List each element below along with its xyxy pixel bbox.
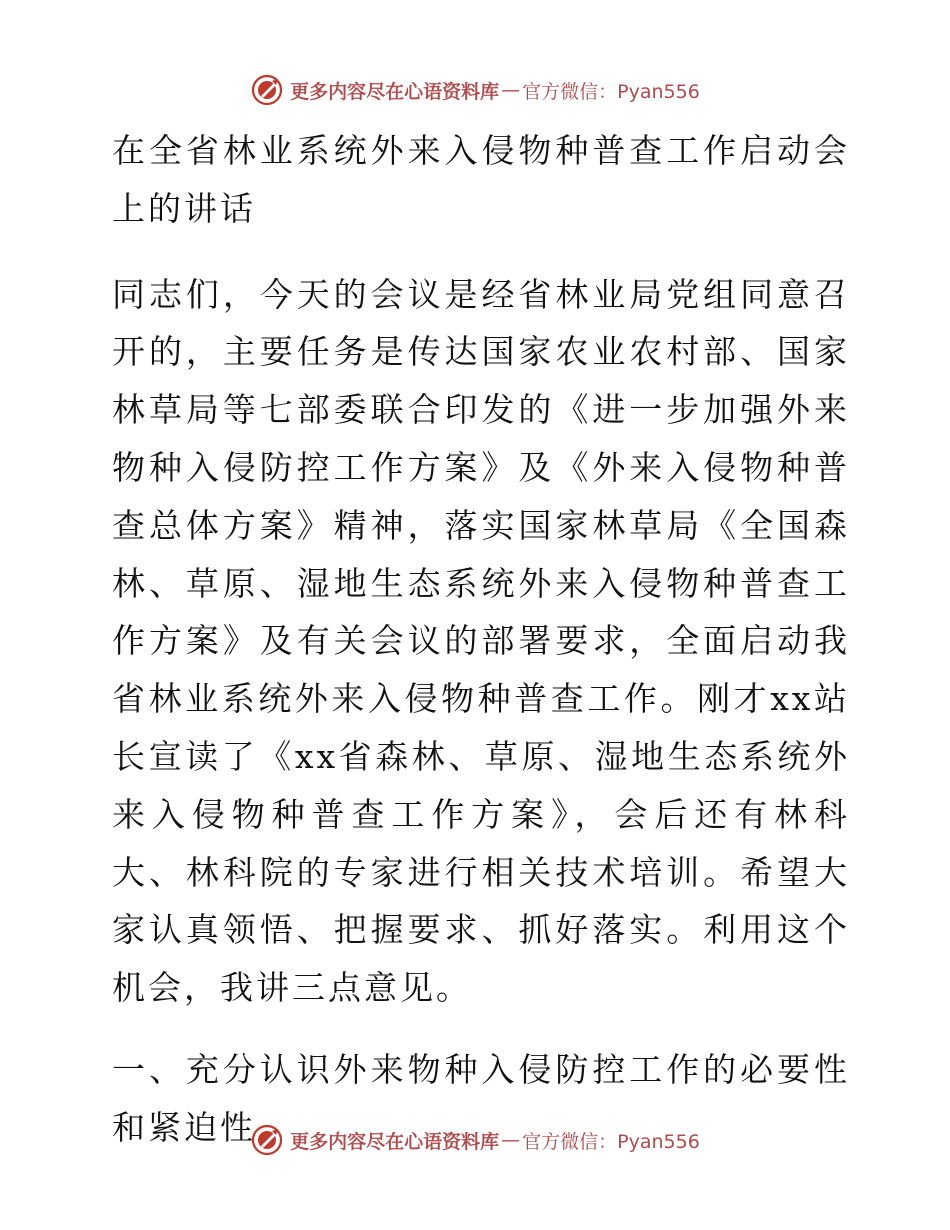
- pen-logo-icon: [250, 1123, 284, 1157]
- footer-brand-text: 更多内容尽在心语资料库: [290, 1130, 500, 1153]
- header-dash: —: [501, 79, 521, 101]
- footer-wechat-text: 官方微信：Pyan556: [522, 1130, 700, 1153]
- header-brand-text: 更多内容尽在心语资料库: [290, 80, 500, 103]
- section-heading: 一、充分认识外来物种入侵防控工作的必要性和紧迫性: [112, 1049, 850, 1147]
- header-wechat-text: 官方微信：Pyan556: [522, 80, 700, 103]
- header-banner: [0, 70, 950, 110]
- document-body-paragraph: 同志们，今天的会议是经省林业局党组同意召开的，主要任务是传达国家农业农村部、国家林草局等七部委联合印发的《进一步加强外来物种入侵防控工作方案》及《外来入侵物种普查总体方案》精神，落实国家林草局《全国森林、草原、湿地生态系统外来入侵物种普查工作方案》及有关会议的部署要求，全面启动我省林业系统外来入侵物种普查工作。刚才xx站长宣读了《xx省森林、草原、湿地生态系统外来入侵物种普查工作方案》，会后还有林科大、林科院的专家进行相关技术培训。希望大家认真领悟、把握要求、抓好落实。利用这个机会，我讲三点意见。: [112, 274, 850, 1008]
- pen-logo-icon: [250, 73, 284, 107]
- footer-banner: [0, 1120, 950, 1160]
- document-title: 在全省林业系统外来入侵物种普查工作启动会上的讲话: [112, 131, 850, 228]
- footer-dash: —: [501, 1129, 521, 1151]
- document-content: [100, 122, 850, 1157]
